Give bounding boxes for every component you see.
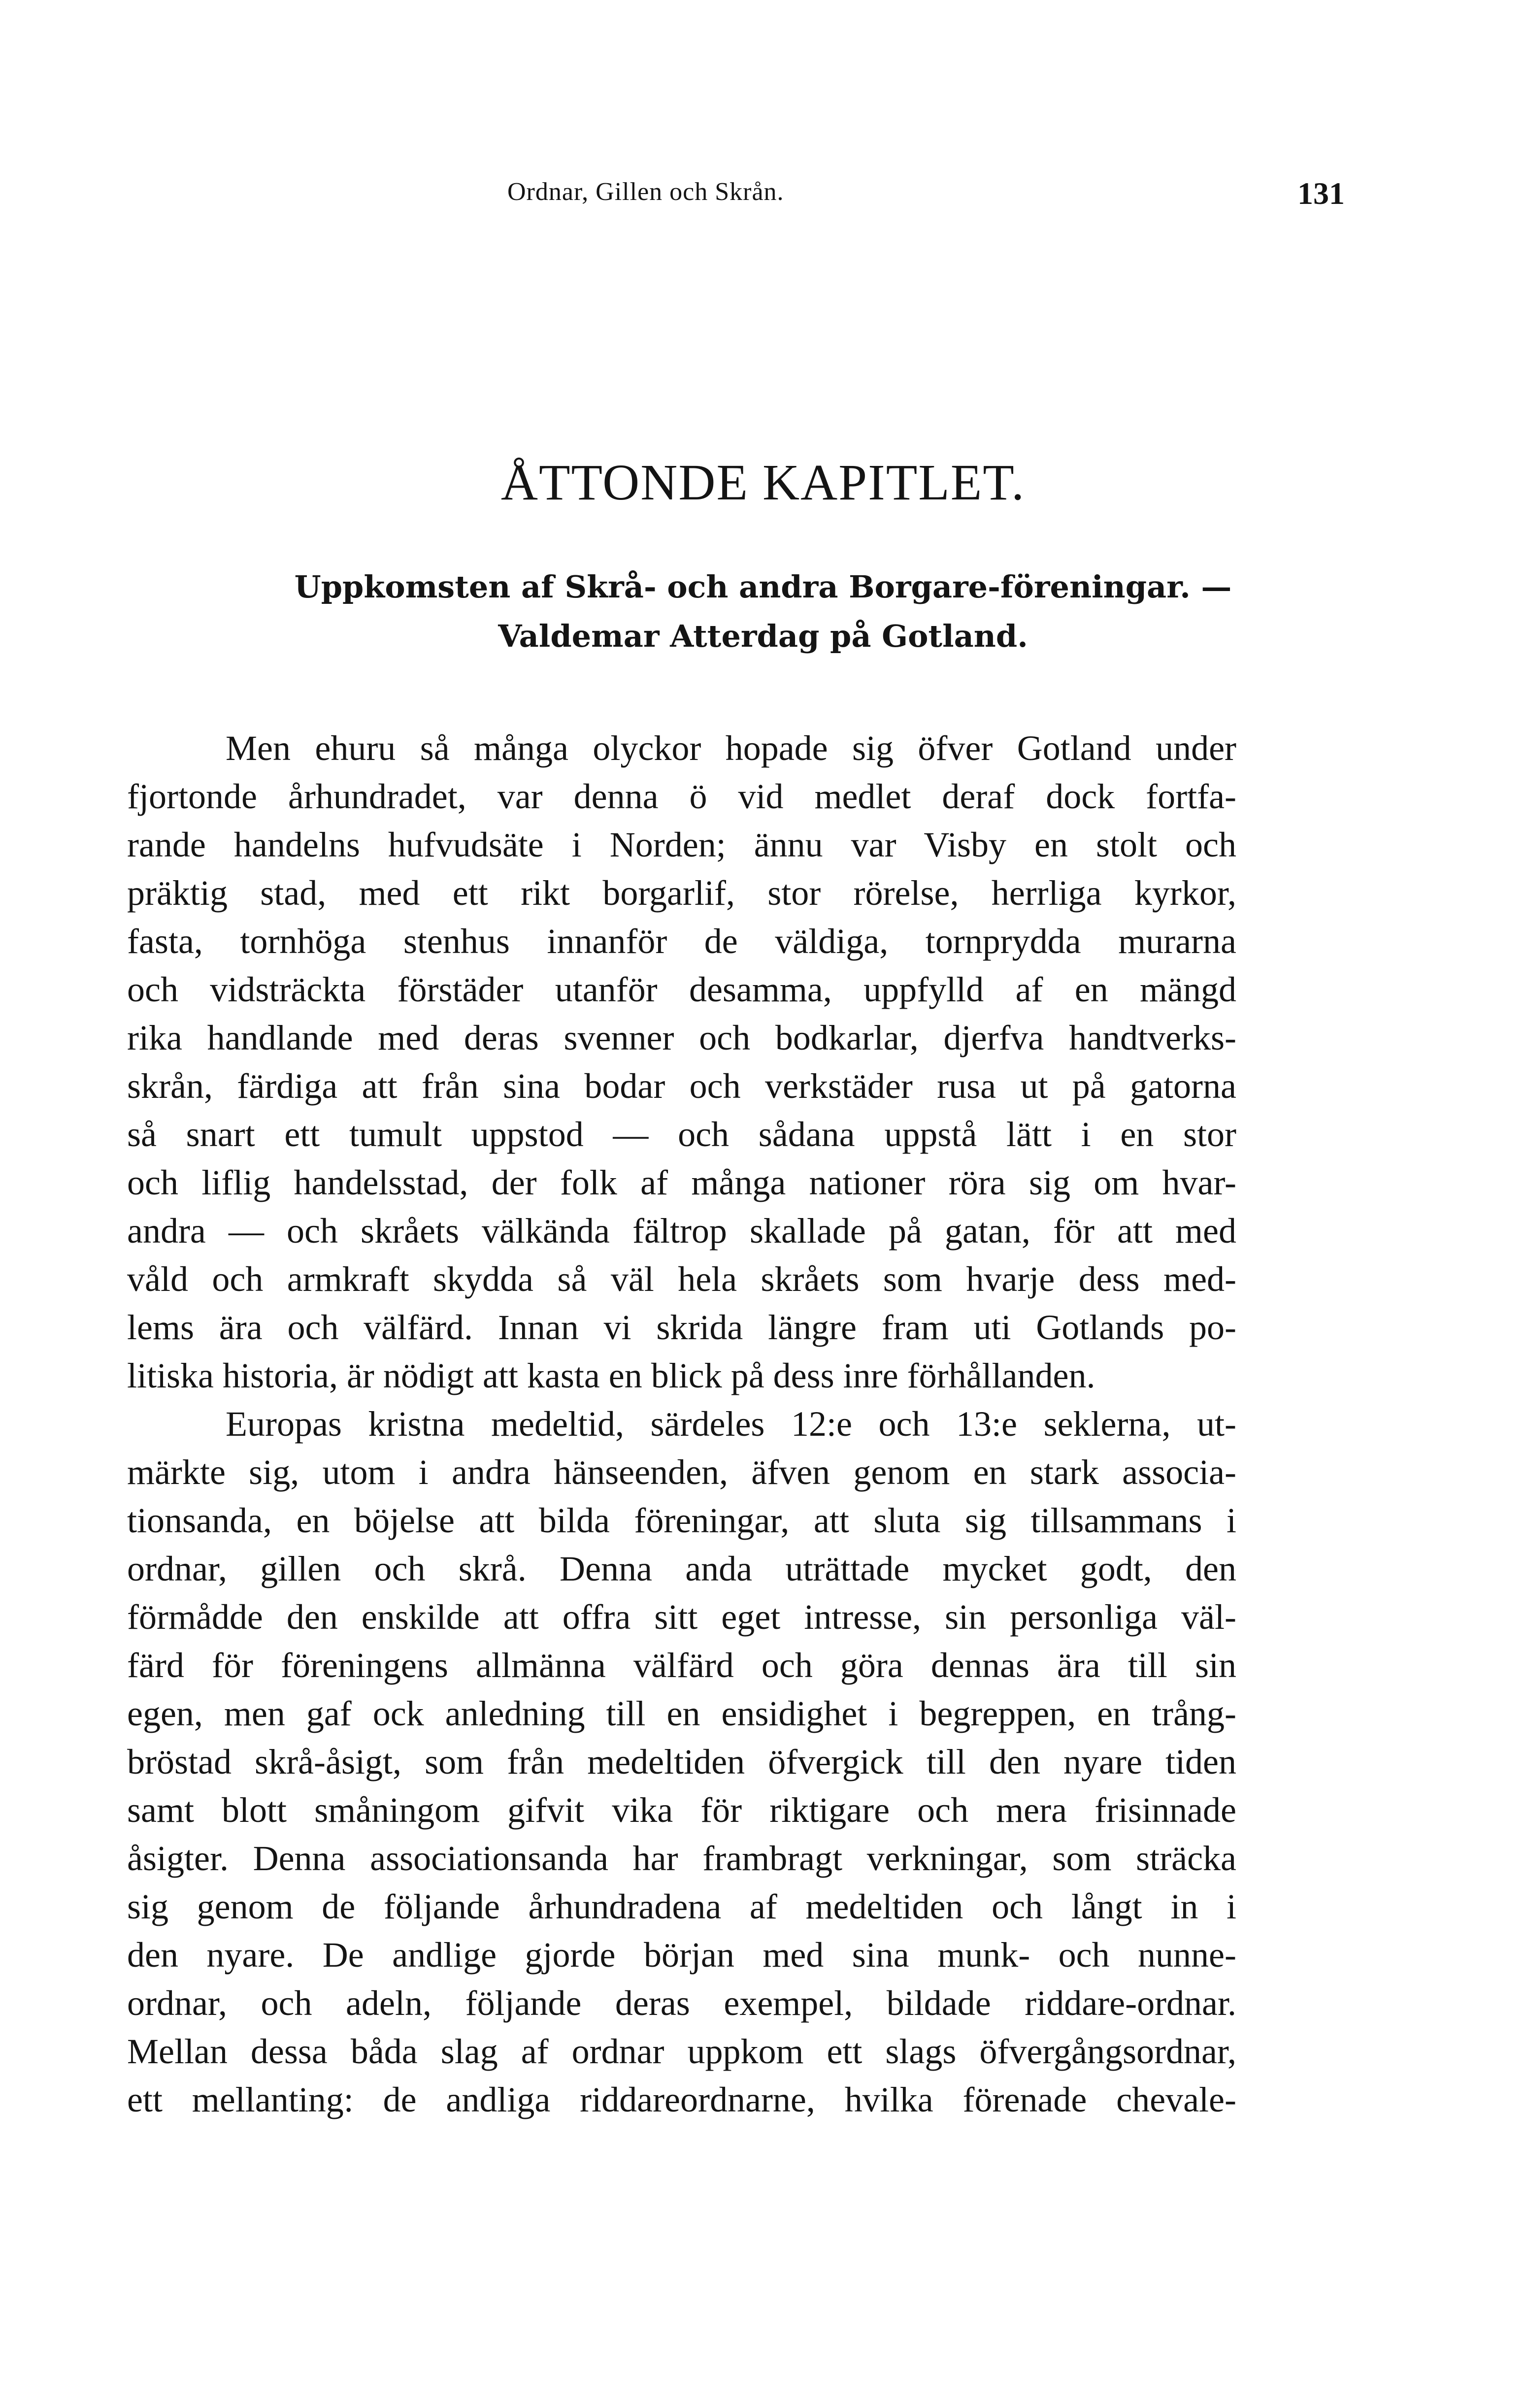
- text-line: rande handelns hufvudsäte i Norden; ännu var Visby en stolt och: [127, 825, 1236, 864]
- text-line: fasta, tornhöga stenhus innanför de väldiga, tornprydda murarna: [127, 922, 1236, 961]
- text-line: tionsanda, en böjelse att bilda föreningar, att sluta sig tillsammans i: [127, 1501, 1236, 1540]
- text-line: Europas kristna medeltid, särdeles 12:e och 13:e seklerna, ut-: [226, 1404, 1236, 1444]
- text-line: Mellan dessa båda slag af ordnar uppkom ett slags öfvergångsordnar,: [127, 2032, 1236, 2071]
- text-line: egen, men gaf ock anledning till en ensidighet i begreppen, en trång-: [127, 1694, 1236, 1733]
- text-line: ordnar, och adeln, följande deras exempel, bildade riddare-ordnar.: [127, 1983, 1236, 2023]
- running-head: [507, 177, 1345, 222]
- text-line: så snart ett tumult uppstod — och sådana uppstå lätt i en stor: [127, 1115, 1236, 1154]
- text-line: och liflig handelsstad, der folk af många nationer röra sig om hvar-: [127, 1163, 1236, 1202]
- text-line: samt blott småningom gifvit vika för riktigare och mera frisinnade: [127, 1790, 1236, 1830]
- page-number: 131: [1297, 176, 1345, 211]
- chapter-title: ÅTTONDE KAPITLET.: [500, 454, 1026, 511]
- text-line: ordnar, gillen och skrå. Denna anda uträttade mycket godt, den: [127, 1549, 1236, 1588]
- text-line: märkte sig, utom i andra hänseenden, äfven genom en stark associa-: [127, 1452, 1236, 1492]
- text-line: litiska historia, är nödigt att kasta en blick på dess inre förhållanden.: [127, 1356, 1095, 1395]
- text-line: färd för föreningens allmänna välfärd och göra dennas ära till sin: [127, 1646, 1236, 1685]
- text-line: den nyare. De andlige gjorde början med sina munk- och nunne-: [127, 1935, 1236, 1975]
- text-line: och vidsträckta förstäder utanför desamma, uppfylld af en mängd: [127, 970, 1236, 1009]
- text-line: Men ehuru så många olyckor hopade sig öfver Gotland under: [226, 728, 1236, 768]
- text-line: lems ära och välfärd. Innan vi skrida längre fram uti Gotlands po-: [127, 1308, 1236, 1347]
- text-line: bröstad skrå-åsigt, som från medeltiden öfvergick till den nyare tiden: [127, 1742, 1236, 1781]
- text-line: andra — och skråets välkända fältrop skallade på gatan, för att med: [127, 1211, 1236, 1251]
- text-line: rika handlande med deras svenner och bodkarlar, djerfva handtverks-: [127, 1018, 1236, 1057]
- text-line: våld och armkraft skydda så väl hela skråets som hvarje dess med-: [127, 1259, 1236, 1299]
- text-line: åsigter. Denna associationsanda har frambragt verkningar, som sträcka: [127, 1839, 1236, 1878]
- text-line: skrån, färdiga att från sina bodar och verkstäder rusa ut på gatorna: [127, 1066, 1236, 1106]
- running-title: Ordnar, Gillen och Skrån.: [507, 178, 784, 206]
- text-line: förmådde den enskilde att offra sitt eget intresse, sin personliga väl-: [127, 1597, 1236, 1637]
- text-line: präktig stad, med ett rikt borgarlif, stor rörelse, herrliga kyrkor,: [127, 873, 1236, 913]
- paragraph-1: [127, 724, 1236, 1400]
- text-line: ett mellanting: de andliga riddareordnarne, hvilka förenade chevale-: [127, 2080, 1236, 2119]
- chapter-subtitle-line-2: Valdemar Atterdag på Gotland.: [498, 618, 1028, 654]
- body-text: [127, 724, 1236, 2124]
- text-line: sig genom de följande århundradena af medeltiden och långt in i: [127, 1887, 1236, 1926]
- chapter-subtitle-line-1: Uppkomsten af Skrå- och andra Borgare-föreningar. —: [294, 569, 1232, 605]
- text-line: fjortonde århundradet, var denna ö vid medlet deraf dock fortfa-: [127, 777, 1236, 816]
- paragraph-2: [127, 1400, 1236, 2124]
